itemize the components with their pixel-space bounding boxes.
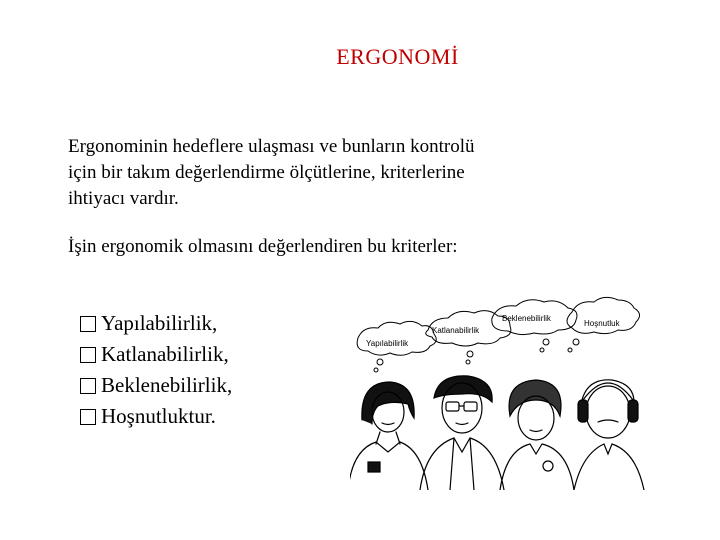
bubble-label-1: Yapılabilirlik bbox=[366, 339, 409, 348]
worker-3-figure bbox=[500, 380, 574, 490]
worker-4-figure bbox=[574, 380, 644, 490]
checkbox-bullet-icon bbox=[80, 409, 96, 425]
slide-title: ERGONOMİ bbox=[336, 44, 459, 69]
checkbox-bullet-icon bbox=[80, 347, 96, 363]
criteria-list bbox=[80, 308, 232, 432]
paragraph-line-1: Ergonominin hedeflere ulaşması ve bunların kontrolü bbox=[68, 136, 475, 157]
criteria-label: Yapılabilirlik, bbox=[101, 311, 218, 335]
checkbox-bullet-icon bbox=[80, 316, 96, 332]
thought-bubble-4 bbox=[567, 297, 640, 333]
paragraph-line-3: ihtiyacı vardır. bbox=[68, 188, 179, 209]
intro-paragraph bbox=[68, 134, 628, 212]
criteria-label: Katlanabilirlik, bbox=[101, 342, 229, 366]
list-item bbox=[80, 308, 232, 339]
list-item bbox=[80, 370, 232, 401]
worker-2-figure bbox=[420, 376, 504, 490]
worker-1-figure bbox=[350, 382, 428, 490]
list-item bbox=[80, 339, 232, 370]
workers-illustration bbox=[350, 290, 650, 490]
paragraph-line-2: için bir takım değerlendirme ölçütlerine, kriterlerine bbox=[68, 162, 465, 183]
list-item bbox=[80, 401, 232, 432]
bubble-label-3: Beklenebilirlik bbox=[502, 314, 551, 323]
criteria-label: Beklenebilirlik, bbox=[101, 373, 233, 397]
criteria-intro: İşin ergonomik olmasını değerlendiren bu kriterler: bbox=[68, 236, 458, 257]
checkbox-bullet-icon bbox=[80, 378, 96, 394]
criteria-label: Hoşnutluktur. bbox=[101, 404, 216, 428]
bubble-label-2: Katlanabilirlik bbox=[432, 326, 480, 335]
bubble-label-4: Hoşnutluk bbox=[584, 319, 620, 328]
